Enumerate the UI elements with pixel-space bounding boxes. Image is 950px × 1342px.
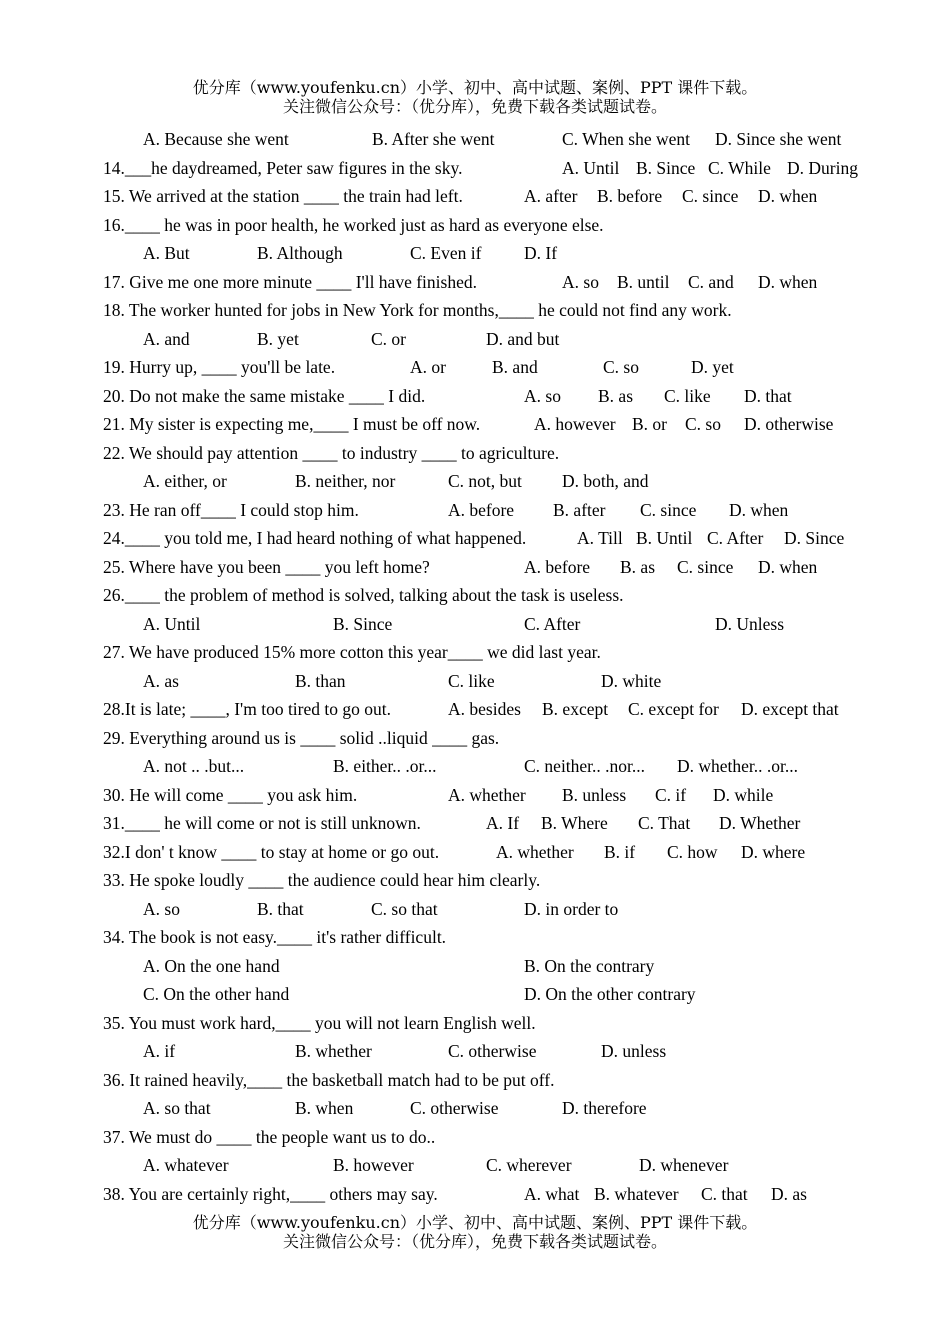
answer-option: C. if [655, 784, 687, 805]
answer-option: C. that [701, 1183, 748, 1204]
answer-option: C. otherwise [410, 1098, 499, 1118]
answer-option: C. except for [628, 699, 719, 719]
answer-option: A. after [524, 186, 578, 206]
answer-option: A. as [143, 670, 179, 691]
answer-option: A. and [143, 328, 190, 349]
answer-option: D. Whether [719, 813, 801, 833]
question-line [0, 154, 950, 183]
question-line [0, 1180, 950, 1209]
answer-option: B. after [553, 499, 606, 520]
question-line [0, 809, 950, 838]
answer-option: B. Since [333, 613, 393, 634]
answer-option: B. On the contrary [524, 955, 655, 976]
answer-option: C. since [640, 499, 697, 520]
answer-option: B. either.. .or... [333, 756, 437, 776]
answer-option: C. That [638, 813, 691, 833]
footer-line-2: 关注微信公众号：（优分库），免费下载各类试题试卷。 [282, 1232, 667, 1251]
question-stem: 33. He spoke loudly ____ the audience could hear him clearly. [103, 870, 541, 890]
question-line [0, 553, 950, 582]
answer-option: D. that [744, 385, 792, 406]
question-stem: 28.It is late; ____, I'm too tired to go out. [103, 699, 391, 719]
question-line [0, 581, 950, 610]
question-stem: 20. Do not make the same mistake ____ I did. [103, 385, 426, 406]
question-line [0, 923, 950, 952]
question-stem: 25. Where have you been ____ you left home? [103, 556, 430, 577]
answer-option: C. neither.. .nor... [524, 756, 646, 776]
question-stem: 38. You are certainly right,____ others may say. [103, 1183, 438, 1204]
question-line [0, 325, 950, 354]
question-stem: 36. It rained heavily,____ the basketball match had to be put off. [103, 1069, 555, 1090]
answer-option: D. whether.. .or... [677, 756, 799, 776]
answer-option: A. however [534, 414, 616, 434]
answer-option: A. besides [448, 699, 521, 719]
answer-option: A. If [486, 813, 520, 833]
answer-option: B. however [333, 1155, 414, 1175]
answer-option: D. yet [691, 357, 734, 377]
answer-option: B. until [617, 271, 670, 292]
answer-option: B. unless [562, 784, 627, 805]
answer-option: D. unless [601, 1041, 667, 1061]
answer-option: C. otherwise [448, 1041, 537, 1061]
answer-option: C. so that [371, 898, 438, 919]
question-line [0, 467, 950, 496]
answer-option: C. While [708, 157, 771, 178]
answer-option: D. therefore [562, 1098, 647, 1118]
answer-option: B. yet [257, 328, 299, 349]
question-line [0, 496, 950, 525]
answer-option: D. Since [784, 528, 845, 548]
answer-option: A. or [410, 357, 446, 377]
answer-option: C. like [448, 670, 495, 691]
question-line [0, 895, 950, 924]
question-line [0, 125, 950, 154]
question-stem: 21. My sister is expecting me,____ I must be off now. [103, 414, 481, 434]
answer-option: A. so [562, 271, 599, 292]
answer-option: C. On the other hand [143, 984, 290, 1004]
answer-option: C. and [688, 271, 734, 292]
answer-option: B. whatever [594, 1183, 679, 1204]
answer-option: D. except that [741, 699, 839, 719]
answer-option: A. what [524, 1183, 580, 1204]
answer-option: B. or [632, 414, 667, 434]
question-line [0, 952, 950, 981]
question-stem: 34. The book is not easy.____ it's rather difficult. [103, 927, 447, 947]
answer-option: D. and but [486, 328, 560, 349]
question-line [0, 1009, 950, 1038]
question-stem: 22. We should pay attention ____ to industry ____ to agriculture. [103, 442, 560, 463]
answer-option: A. if [143, 1041, 176, 1061]
answer-option: D. when [729, 499, 789, 520]
answer-option: B. Since [636, 157, 696, 178]
question-line [0, 638, 950, 667]
answer-option: D. whenever [639, 1155, 729, 1175]
answer-option: D. both, and [562, 471, 649, 491]
question-line [0, 752, 950, 781]
answer-option: B. that [257, 898, 304, 919]
header-line-1: 优分库（www.youfenku.cn）小学、初中、高中试题、案例、PPT 课件下载。 [192, 78, 758, 97]
question-line [0, 1037, 950, 1066]
answer-option: D. otherwise [744, 414, 834, 434]
answer-option: B. whether [295, 1041, 372, 1061]
answer-option: C. or [371, 328, 406, 349]
answer-option: D. when [758, 556, 818, 577]
question-line [0, 838, 950, 867]
question-stem: 26.____ the problem of method is solved, talking about the task is useless. [103, 585, 624, 605]
answer-option: D. Since she went [715, 129, 842, 149]
answer-option: A. whether [496, 841, 574, 862]
question-stem: 35. You must work hard,____ you will not learn English well. [103, 1012, 536, 1033]
answer-option: B. Where [541, 813, 608, 833]
answer-option: B. Until [636, 528, 693, 548]
question-stem: 31.____ he will come or not is still unknown. [103, 813, 421, 833]
question-line [0, 980, 950, 1009]
answer-option: A. On the one hand [143, 955, 280, 976]
answer-option: B. neither, nor [295, 471, 396, 491]
question-stem: 37. We must do ____ the people want us to do.. [103, 1126, 436, 1147]
question-stem: 19. Hurry up, ____ you'll be late. [103, 357, 336, 377]
question-line [0, 268, 950, 297]
answer-option: A. Until [143, 613, 201, 634]
answer-option: C. not, but [448, 471, 522, 491]
question-line [0, 1066, 950, 1095]
answer-option: C. like [664, 385, 711, 406]
answer-option: C. Even if [410, 243, 482, 263]
answer-option: B. if [604, 841, 636, 862]
question-line [0, 667, 950, 696]
question-line [0, 781, 950, 810]
question-line [0, 439, 950, 468]
header-line-2: 关注微信公众号：（优分库），免费下载各类试题试卷。 [282, 97, 667, 116]
answer-option: A. Because she went [143, 129, 289, 149]
question-stem: 14.___he daydreamed, Peter saw figures in the sky. [103, 157, 463, 178]
answer-option: C. wherever [486, 1155, 572, 1175]
answer-option: A. not .. .but... [143, 756, 245, 776]
question-stem: 18. The worker hunted for jobs in New York for months,____ he could not find any work. [103, 300, 732, 320]
answer-option: D. when [758, 186, 818, 206]
answer-option: D. During [787, 157, 858, 178]
answer-option: B. as [620, 556, 655, 577]
answer-option: A. so [524, 385, 561, 406]
answer-option: A. Till [577, 528, 623, 548]
answer-option: D. white [601, 670, 662, 691]
question-line [0, 211, 950, 240]
answer-option: C. since [682, 186, 739, 206]
answer-option: A. so that [143, 1098, 211, 1118]
answer-option: A. Until [562, 157, 620, 178]
question-line [0, 610, 950, 639]
answer-option: C. so [603, 357, 639, 377]
answer-option: A. so [143, 898, 180, 919]
question-line [0, 695, 950, 724]
answer-option: D. If [524, 243, 558, 263]
question-line [0, 410, 950, 439]
answer-option: C. After [707, 528, 764, 548]
question-line [0, 382, 950, 411]
question-line [0, 1123, 950, 1152]
answer-option: D. when [758, 271, 818, 292]
question-line [0, 296, 950, 325]
question-stem: 29. Everything around us is ____ solid ..liquid ____ gas. [103, 727, 500, 748]
page-header [0, 78, 950, 116]
answer-option: D. Unless [715, 613, 785, 634]
answer-option: A. whether [448, 784, 526, 805]
question-stem: 30. He will come ____ you ask him. [103, 784, 358, 805]
answer-option: B. than [295, 670, 346, 691]
page-footer [0, 1213, 950, 1251]
question-line [0, 239, 950, 268]
answer-option: D. where [741, 841, 806, 862]
answer-option: D. in order to [524, 898, 619, 919]
question-stem: 15. We arrived at the station ____ the train had left. [103, 186, 463, 206]
answer-option: B. except [542, 699, 609, 719]
question-stem: 24.____ you told me, I had heard nothing of what happened. [103, 528, 527, 548]
answer-option: B. as [598, 385, 633, 406]
answer-option: D. On the other contrary [524, 984, 696, 1004]
answer-option: B. before [597, 186, 663, 206]
answer-option: A. before [448, 499, 515, 520]
answer-option: A. But [143, 243, 190, 263]
answer-option: D. while [713, 784, 774, 805]
question-stem: 32.I don' t know ____ to stay at home or go out. [103, 841, 440, 862]
answer-option: B. when [295, 1098, 354, 1118]
answer-option: A. either, or [143, 471, 227, 491]
question-line [0, 1094, 950, 1123]
answer-option: C. When she went [562, 129, 690, 149]
answer-option: A. whatever [143, 1155, 229, 1175]
answer-option: C. After [524, 613, 581, 634]
answer-option: D. as [771, 1183, 807, 1204]
answer-option: C. how [667, 841, 718, 862]
question-stem: 17. Give me one more minute ____ I'll have finished. [103, 271, 477, 292]
question-line [0, 866, 950, 895]
question-line [0, 182, 950, 211]
footer-line-1: 优分库（www.youfenku.cn）小学、初中、高中试题、案例、PPT 课件下载。 [192, 1213, 758, 1232]
answer-option: B. and [492, 357, 538, 377]
answer-option: B. After she went [372, 129, 495, 149]
question-stem: 16.____ he was in poor health, he worked just as hard as everyone else. [103, 214, 604, 235]
question-line [0, 1151, 950, 1180]
question-stem: 27. We have produced 15% more cotton this year____ we did last year. [103, 642, 601, 662]
answer-option: C. so [685, 414, 721, 434]
question-stem: 23. He ran off____ I could stop him. [103, 499, 359, 520]
question-line [0, 724, 950, 753]
question-list [0, 125, 950, 1208]
question-line [0, 353, 950, 382]
answer-option: B. Although [257, 243, 343, 263]
question-line [0, 524, 950, 553]
answer-option: A. before [524, 556, 591, 577]
answer-option: C. since [677, 556, 734, 577]
